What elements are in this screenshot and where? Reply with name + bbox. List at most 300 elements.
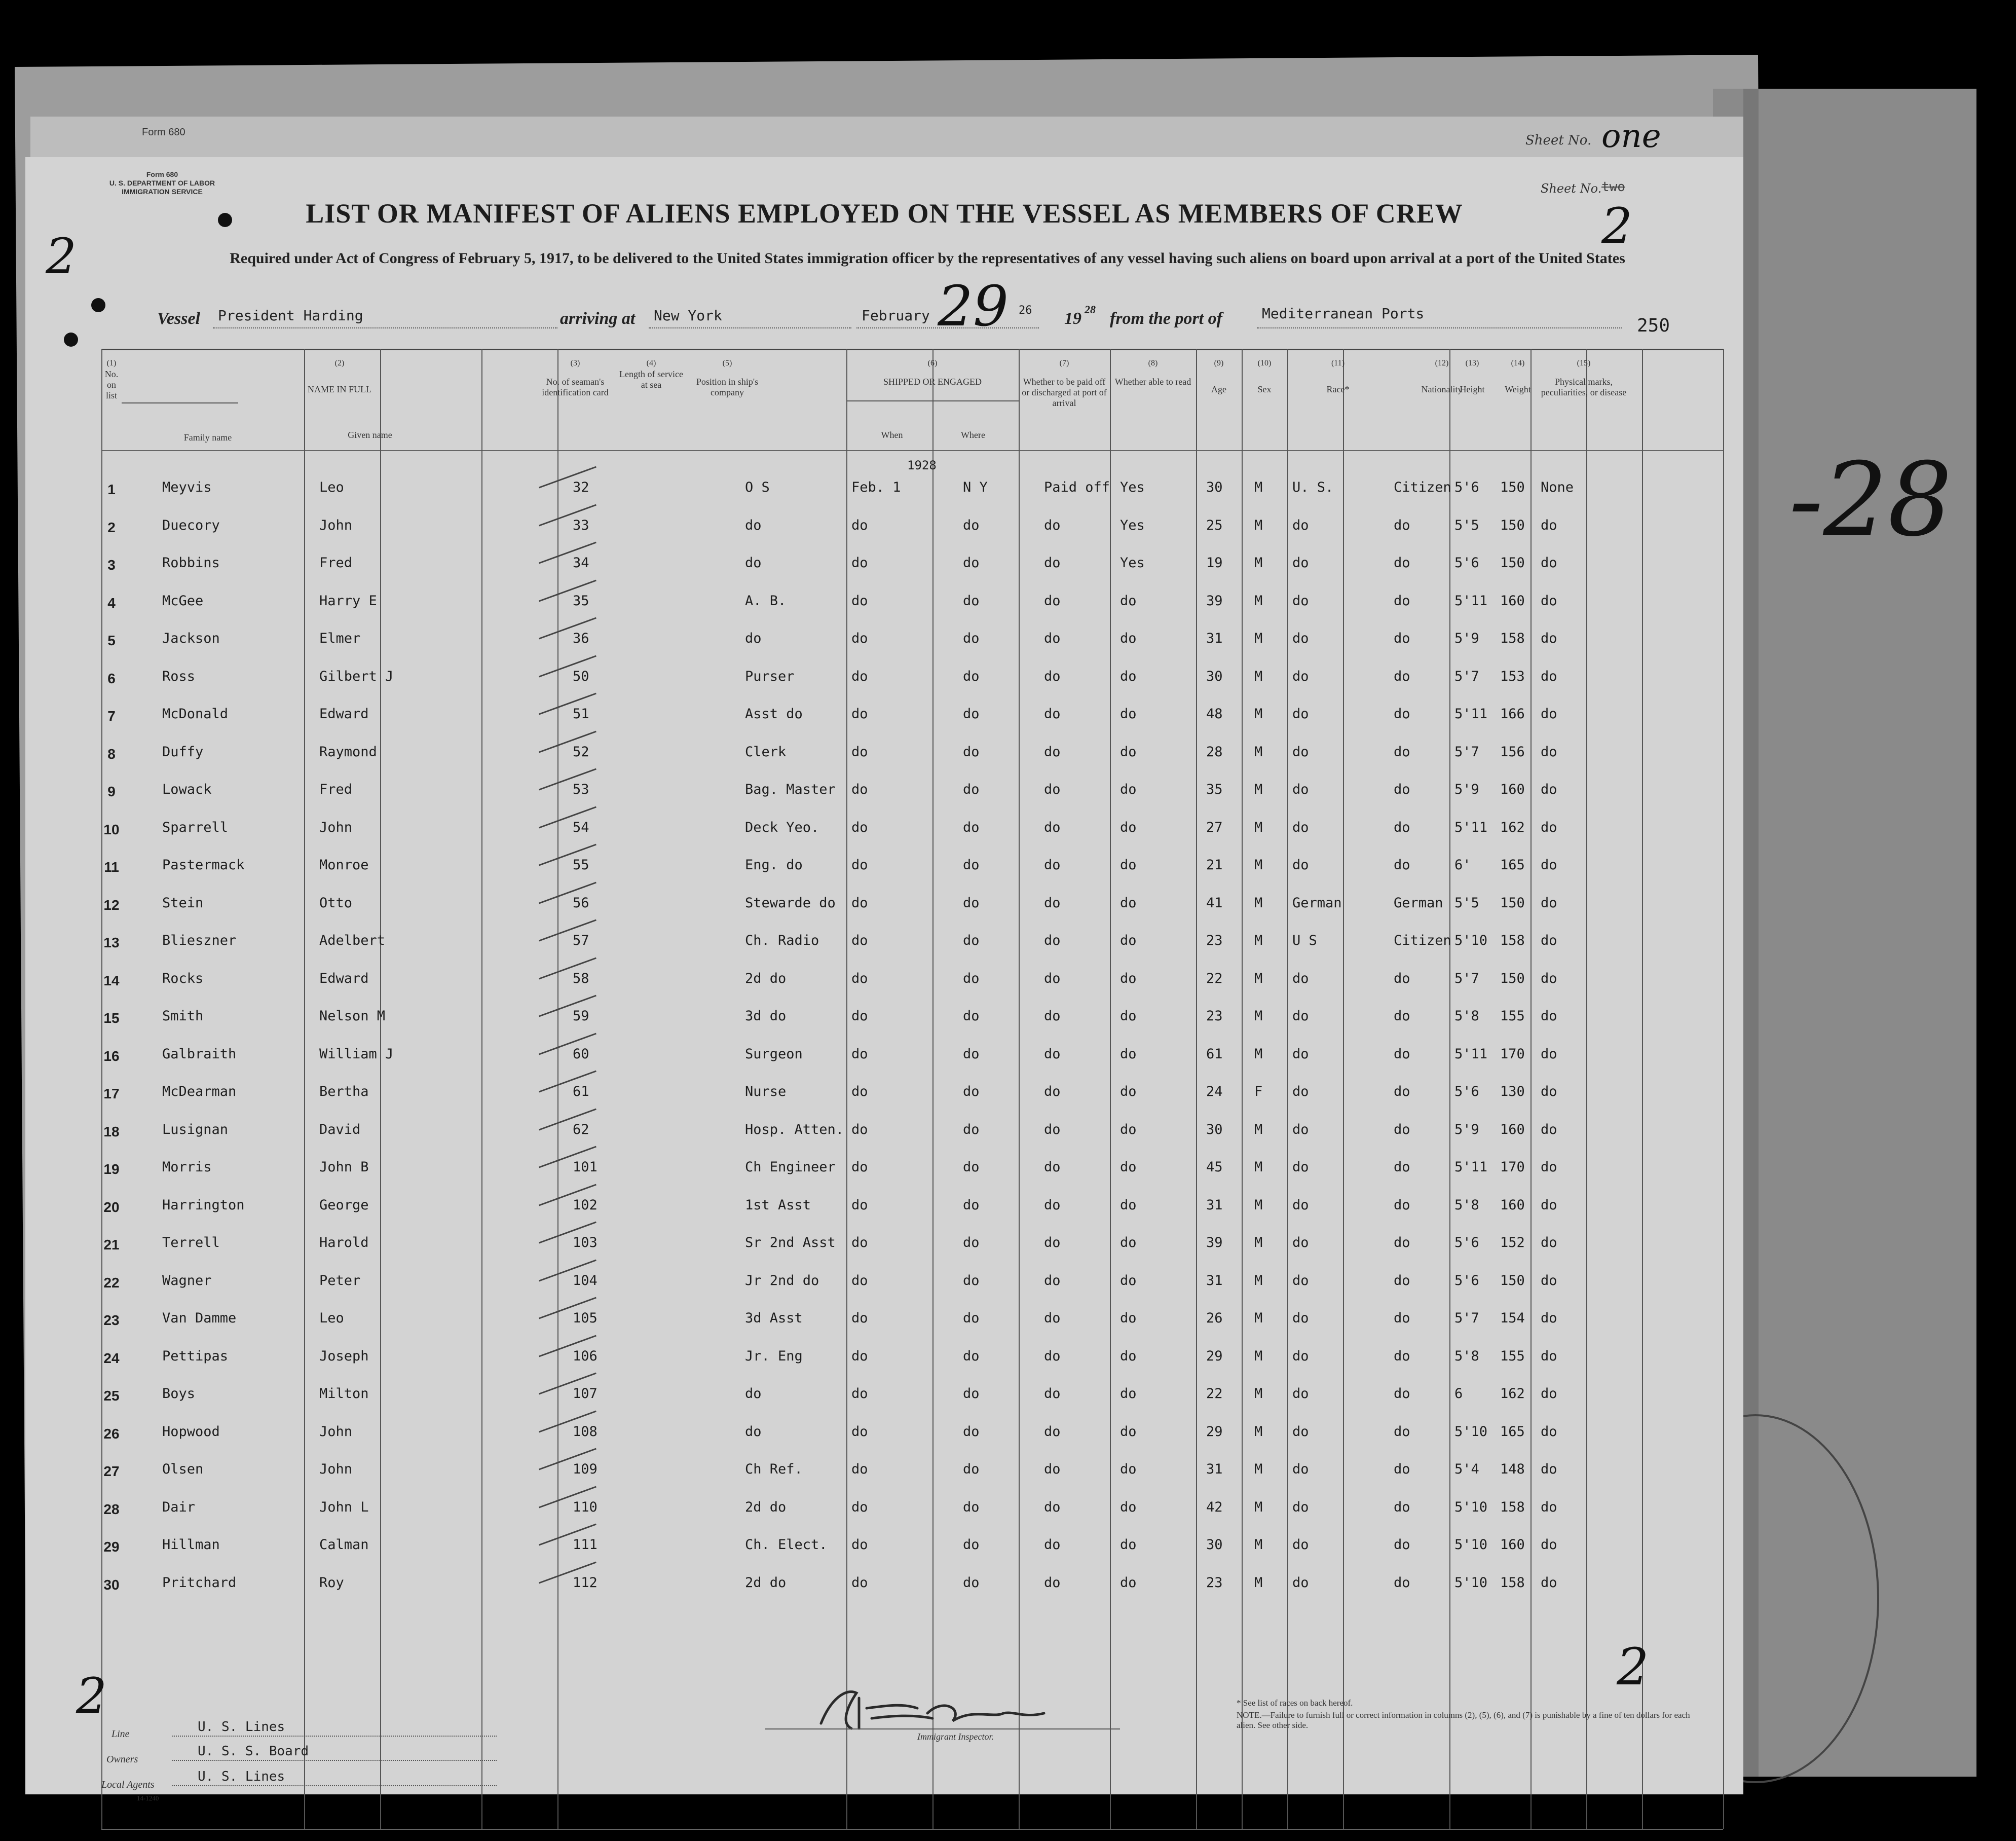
cell-card: 109	[573, 1461, 598, 1477]
arriving-port: New York	[654, 307, 722, 324]
cell-sex: M	[1254, 1574, 1263, 1591]
cell-nationality: do	[1394, 517, 1410, 533]
cell-when: do	[851, 1008, 868, 1024]
cell-when: Feb. 1	[851, 480, 901, 495]
cell-position: do	[745, 1386, 762, 1402]
cell-paid: do	[1044, 1046, 1061, 1062]
cell-when: do	[851, 895, 868, 911]
cell-card: 106	[573, 1348, 598, 1364]
cell-when: do	[851, 782, 868, 797]
row-number: 12	[103, 897, 120, 913]
table-column-rule	[1242, 349, 1243, 1829]
arrival-day-handwritten: 29	[938, 274, 1009, 339]
cell-nationality: do	[1394, 1461, 1410, 1477]
line-dotline	[172, 1736, 497, 1737]
cell-race: do	[1292, 970, 1309, 986]
cell-when: do	[851, 1272, 868, 1288]
cell-nationality: do	[1394, 1008, 1410, 1024]
column-number: (15)	[1577, 359, 1591, 367]
cell-paid: do	[1044, 555, 1061, 571]
row-number: 9	[107, 784, 116, 799]
column-header: Sex	[1257, 384, 1272, 394]
cell-paid: do	[1044, 782, 1061, 797]
cell-marks: do	[1541, 970, 1557, 986]
cell-position: Jr. Eng	[745, 1348, 803, 1364]
cell-when: do	[851, 1310, 868, 1326]
cell-sex: M	[1254, 782, 1263, 797]
cell-paid: do	[1044, 1084, 1061, 1099]
row-number: 7	[107, 708, 116, 724]
behind-sheet-form: Form 680	[142, 127, 185, 138]
cell-read: do	[1120, 744, 1137, 760]
cell-height: 5'10	[1454, 933, 1488, 948]
cell-when: do	[851, 1235, 868, 1250]
cell-nationality: do	[1394, 1197, 1410, 1213]
cell-height: 5'9	[1454, 782, 1479, 797]
table-column-rule	[380, 349, 381, 1829]
document-title: LIST OR MANIFEST OF ALIENS EMPLOYED ON THE VESSEL AS MEMBERS OF CREW	[306, 198, 1463, 229]
table-column-rule	[481, 349, 482, 1829]
column-header: Whether able to read	[1114, 377, 1191, 387]
cell-when: do	[851, 668, 868, 684]
cell-marks: do	[1541, 631, 1557, 646]
cell-sex: M	[1254, 857, 1263, 873]
cell-paid: do	[1044, 1348, 1061, 1364]
cell-where: do	[963, 1423, 980, 1440]
cell-height: 5'11	[1454, 706, 1488, 722]
cell-when: do	[851, 1423, 868, 1440]
cell-family: Rocks	[162, 970, 204, 986]
cell-sex: M	[1254, 1046, 1263, 1062]
row-number: 28	[103, 1501, 120, 1517]
cell-nationality: do	[1394, 857, 1410, 873]
cell-paid: do	[1044, 1537, 1061, 1553]
cell-paid: do	[1044, 631, 1061, 646]
cell-family: Duffy	[162, 744, 204, 760]
cell-paid: do	[1044, 1386, 1061, 1402]
cell-race: do	[1292, 1159, 1309, 1175]
cell-weight: 170	[1500, 1046, 1525, 1062]
behind-sheet-number: one	[1601, 118, 1661, 155]
table-column-rule	[1110, 349, 1111, 1829]
cell-given: Fred	[319, 782, 353, 797]
cell-where: do	[963, 1235, 980, 1250]
cell-nationality: do	[1394, 593, 1410, 609]
cell-nationality: do	[1394, 970, 1410, 986]
cell-race: do	[1292, 1386, 1309, 1402]
cell-given: Adelbert	[319, 933, 386, 948]
row-number: 4	[107, 595, 116, 611]
cell-read: Yes	[1120, 480, 1145, 495]
cell-read: do	[1120, 1046, 1137, 1062]
cell-age: 39	[1206, 593, 1223, 609]
cell-nationality: do	[1394, 668, 1410, 684]
column-header: No. of seaman's identification card	[542, 377, 609, 397]
cell-paid: do	[1044, 1121, 1061, 1137]
cell-given: John B	[319, 1159, 369, 1175]
row-number: 18	[103, 1123, 120, 1139]
column-number: (10)	[1257, 359, 1272, 367]
cell-marks: do	[1541, 857, 1557, 873]
cell-family: Smith	[162, 1008, 204, 1024]
cell-paid: do	[1044, 593, 1061, 609]
cell-marks: None	[1541, 480, 1574, 495]
cell-position: Hosp. Atten.	[745, 1121, 844, 1137]
column-number: (14)	[1511, 359, 1525, 367]
cell-weight: 165	[1500, 1423, 1525, 1440]
arrival-month: February	[862, 307, 930, 324]
cell-given: Edward	[319, 706, 369, 722]
cell-sex: M	[1254, 706, 1263, 722]
row-number: 15	[103, 1010, 120, 1026]
cell-paid: do	[1044, 517, 1061, 533]
cell-where: do	[963, 1537, 980, 1553]
sheet-number-printed: two	[1601, 179, 1625, 195]
cell-family: Van Damme	[162, 1310, 237, 1326]
table-header-rule	[101, 450, 1723, 451]
cell-marks: do	[1541, 933, 1557, 948]
row-number: 3	[107, 557, 116, 573]
cell-age: 22	[1206, 970, 1223, 986]
cell-height: 5'7	[1454, 668, 1479, 684]
cell-age: 29	[1206, 1423, 1223, 1440]
cell-where: do	[963, 593, 980, 609]
cell-weight: 156	[1500, 744, 1525, 760]
cell-weight: 165	[1500, 857, 1525, 873]
cell-race: do	[1292, 1499, 1309, 1515]
cell-paid: do	[1044, 895, 1061, 911]
cell-when: do	[851, 1386, 868, 1402]
cell-card: 103	[573, 1235, 598, 1250]
cell-where: do	[963, 1574, 980, 1591]
cell-where: do	[963, 1008, 980, 1024]
cell-family: Jackson	[162, 631, 220, 646]
cell-marks: do	[1541, 1159, 1557, 1175]
cell-card: 62	[573, 1121, 589, 1137]
cell-marks: do	[1541, 1084, 1557, 1099]
crew-table	[101, 349, 1723, 1636]
cell-read: do	[1120, 1197, 1137, 1213]
cell-position: 1st Asst	[745, 1197, 811, 1213]
form-number: Form 680	[146, 170, 178, 178]
cell-given: Raymond	[319, 744, 377, 760]
cell-age: 39	[1206, 1235, 1223, 1250]
cell-when: do	[851, 593, 868, 609]
agents-value: U. S. Lines	[198, 1769, 285, 1784]
owners-value: U. S. S. Board	[198, 1744, 309, 1759]
behind-sheet-strip	[30, 117, 1743, 162]
cell-height: 5'5	[1454, 895, 1479, 911]
cell-paid: do	[1044, 744, 1061, 760]
cell-card: 105	[573, 1310, 598, 1326]
cell-read: do	[1120, 1008, 1137, 1024]
cell-weight: 162	[1500, 819, 1525, 835]
cell-given: Edward	[319, 970, 369, 986]
cell-family: Lowack	[162, 782, 212, 797]
cell-marks: do	[1541, 1574, 1557, 1591]
row-number: 11	[104, 859, 119, 875]
footer-right-mark: 2	[1617, 1637, 1649, 1697]
cell-race: do	[1292, 1310, 1309, 1326]
table-column-rule	[1019, 349, 1020, 1829]
cell-age: 21	[1206, 857, 1223, 873]
inspector-label: Immigrant Inspector.	[917, 1732, 994, 1742]
table-column-rule	[1196, 349, 1197, 1829]
cell-race: do	[1292, 819, 1309, 835]
cell-read: do	[1120, 857, 1137, 873]
cell-sex: M	[1254, 668, 1263, 684]
cell-nationality: German	[1394, 895, 1443, 911]
cell-sex: M	[1254, 1008, 1263, 1024]
cell-given: Joseph	[319, 1348, 369, 1364]
cell-nationality: do	[1394, 631, 1410, 646]
cell-position: do	[745, 555, 762, 571]
where-rule	[932, 400, 934, 1829]
cell-paid: do	[1044, 1272, 1061, 1288]
cell-age: 29	[1206, 1348, 1223, 1364]
cell-read: do	[1120, 1121, 1137, 1137]
form-header	[96, 170, 228, 196]
cell-sex: M	[1254, 555, 1263, 571]
cell-weight: 158	[1500, 933, 1525, 948]
cell-race: do	[1292, 1537, 1309, 1553]
cell-nationality: Citizen	[1394, 933, 1451, 948]
from-port-label: from the port of	[1110, 309, 1222, 328]
cell-sex: F	[1254, 1084, 1263, 1099]
cell-age: 28	[1206, 744, 1223, 760]
cell-paid: do	[1044, 819, 1061, 835]
cell-given: Gilbert J	[319, 668, 394, 684]
cell-marks: do	[1541, 593, 1557, 609]
cell-sex: M	[1254, 1121, 1263, 1137]
cell-given: John	[319, 819, 353, 835]
cell-height: 6'	[1454, 857, 1471, 873]
row-number: 23	[103, 1312, 120, 1328]
cell-paid: do	[1044, 706, 1061, 722]
family-name-header: Family name	[183, 432, 232, 443]
cell-where: do	[963, 1272, 980, 1288]
cell-paid: do	[1044, 668, 1061, 684]
cell-position: Asst do	[745, 706, 803, 722]
column-number: (1)	[106, 359, 117, 367]
year-prefix: 19	[1064, 309, 1081, 328]
cell-race: do	[1292, 1574, 1309, 1591]
cell-family: Terrell	[162, 1235, 220, 1250]
cell-weight: 166	[1500, 706, 1525, 722]
page-stamp-number: 250	[1637, 315, 1670, 336]
cell-nationality: do	[1394, 1499, 1410, 1515]
punch-hole	[64, 333, 78, 347]
cell-when: do	[851, 1537, 868, 1553]
owners-label: Owners	[106, 1754, 138, 1765]
cell-card: 33	[573, 517, 589, 533]
cell-sex: M	[1254, 593, 1263, 609]
cell-card: 112	[573, 1574, 598, 1591]
footer-left-mark: 2	[76, 1668, 107, 1724]
cell-when: do	[851, 555, 868, 571]
cell-position: Stewarde do	[745, 895, 836, 911]
cell-family: Ross	[162, 668, 196, 684]
cell-given: John	[319, 1461, 353, 1477]
row-number: 6	[107, 670, 116, 686]
cell-race: do	[1292, 1348, 1309, 1364]
cell-card: 102	[573, 1197, 598, 1213]
cell-race: do	[1292, 1272, 1309, 1288]
cell-sex: M	[1254, 480, 1263, 495]
cell-where: do	[963, 819, 980, 835]
cell-sex: M	[1254, 1310, 1263, 1326]
cell-position: Clerk	[745, 744, 787, 760]
cell-given: Harold	[319, 1235, 369, 1250]
cell-weight: 160	[1500, 593, 1525, 609]
cell-marks: do	[1541, 1423, 1557, 1440]
cell-marks: do	[1541, 1235, 1557, 1250]
row-number: 10	[103, 821, 120, 837]
column-number: (2)	[334, 359, 345, 367]
cell-age: 42	[1206, 1499, 1223, 1515]
cell-read: do	[1120, 1461, 1137, 1477]
cell-family: Hopwood	[162, 1423, 220, 1440]
arriving-dotline	[649, 327, 851, 328]
cell-height: 5'5	[1454, 517, 1479, 533]
cell-where: do	[963, 1386, 980, 1402]
manifest-document	[25, 157, 1953, 1802]
cell-marks: do	[1541, 1348, 1557, 1364]
cell-marks: do	[1541, 1121, 1557, 1137]
cell-paid: do	[1044, 1423, 1061, 1440]
cell-age: 19	[1206, 555, 1223, 571]
cell-nationality: do	[1394, 1423, 1410, 1440]
cell-read: do	[1120, 1574, 1137, 1591]
cell-height: 5'11	[1454, 819, 1488, 835]
column-number: (13)	[1465, 359, 1479, 367]
cell-position: O S	[745, 480, 770, 495]
cell-weight: 160	[1500, 782, 1525, 797]
cell-when: do	[851, 1574, 868, 1591]
cell-age: 31	[1206, 1272, 1223, 1288]
column-header: Nationality	[1421, 384, 1463, 394]
cell-race: do	[1292, 782, 1309, 797]
cell-where: do	[963, 895, 980, 911]
cell-age: 30	[1206, 1121, 1223, 1137]
from-port: Mediterranean Ports	[1262, 305, 1425, 322]
cell-position: Ch. Elect.	[745, 1537, 828, 1553]
sheet-number-label: Sheet No.	[1541, 181, 1602, 196]
cell-weight: 150	[1500, 480, 1525, 495]
arriving-label: arriving at	[560, 309, 636, 328]
cell-race: do	[1292, 857, 1309, 873]
cell-sex: M	[1254, 895, 1263, 911]
cell-nationality: do	[1394, 1084, 1410, 1099]
cell-sex: M	[1254, 517, 1263, 533]
row-number: 25	[103, 1388, 120, 1404]
cell-sex: M	[1254, 970, 1263, 986]
cell-card: 34	[573, 555, 589, 571]
races-footnote: * See list of races on back hereof.	[1237, 1698, 1353, 1708]
cell-family: Stein	[162, 895, 204, 911]
column-header: No. on list	[104, 369, 119, 400]
cell-marks: do	[1541, 555, 1557, 571]
column-number: (7)	[1059, 359, 1069, 367]
given-name-rule	[304, 402, 305, 1829]
cell-marks: do	[1541, 1537, 1557, 1553]
cell-nationality: do	[1394, 1348, 1410, 1364]
cell-weight: 150	[1500, 970, 1525, 986]
column-number: (12)	[1435, 359, 1449, 367]
column-number: (9)	[1214, 359, 1224, 367]
cell-where: do	[963, 706, 980, 722]
cell-paid: do	[1044, 933, 1061, 948]
cell-height: 5'8	[1454, 1348, 1479, 1364]
cell-where: do	[963, 555, 980, 571]
cell-weight: 158	[1500, 1499, 1525, 1515]
cell-card: 36	[573, 631, 589, 646]
cell-given: William J	[319, 1046, 394, 1062]
cell-when: do	[851, 1461, 868, 1477]
cell-given: Bertha	[319, 1084, 369, 1099]
column-number: (4)	[646, 359, 656, 367]
cell-nationality: do	[1394, 1386, 1410, 1402]
row-number: 17	[103, 1086, 120, 1101]
cell-where: do	[963, 668, 980, 684]
row-number: 26	[103, 1425, 120, 1442]
cell-when: do	[851, 1084, 868, 1099]
cell-sex: M	[1254, 1499, 1263, 1515]
cell-sex: M	[1254, 1537, 1263, 1553]
cell-race: do	[1292, 1121, 1309, 1137]
cell-height: 5'6	[1454, 480, 1479, 495]
cell-nationality: do	[1394, 1272, 1410, 1288]
column-header: NAME IN FULL	[308, 384, 371, 394]
table-bottom-rule	[101, 1829, 1723, 1830]
cell-family: Blieszner	[162, 933, 237, 948]
cell-position: Nurse	[745, 1084, 787, 1099]
cell-family: McGee	[162, 593, 204, 609]
cell-read: do	[1120, 1310, 1137, 1326]
cell-family: Hillman	[162, 1537, 220, 1553]
cell-age: 31	[1206, 631, 1223, 646]
cell-paid: do	[1044, 1310, 1061, 1326]
cell-given: Milton	[319, 1386, 369, 1402]
cell-nationality: do	[1394, 706, 1410, 722]
cell-read: do	[1120, 1235, 1137, 1250]
cell-height: 5'4	[1454, 1461, 1479, 1477]
cell-height: 5'11	[1454, 1046, 1488, 1062]
cell-position: Jr 2nd do	[745, 1272, 819, 1288]
cell-age: 23	[1206, 1008, 1223, 1024]
cell-where: do	[963, 1461, 980, 1477]
cell-height: 5'6	[1454, 555, 1479, 571]
cell-nationality: do	[1394, 1574, 1410, 1591]
cell-position: Ch Engineer	[745, 1159, 836, 1175]
cell-sex: M	[1254, 1235, 1263, 1250]
cell-card: 110	[573, 1499, 598, 1515]
given-name-header: Given name	[348, 430, 392, 440]
cell-paid: do	[1044, 857, 1061, 873]
cell-race: do	[1292, 1461, 1309, 1477]
cell-given: John	[319, 1423, 353, 1440]
inspector-signature-line	[765, 1728, 1120, 1729]
cell-where: do	[963, 970, 980, 986]
cell-sex: M	[1254, 744, 1263, 760]
cell-sex: M	[1254, 1197, 1263, 1213]
cell-race: do	[1292, 517, 1309, 533]
cell-read: do	[1120, 782, 1137, 797]
cell-height: 5'7	[1454, 744, 1479, 760]
cell-where: do	[963, 1121, 980, 1137]
cell-marks: do	[1541, 1272, 1557, 1288]
column-number: (11)	[1331, 359, 1345, 367]
